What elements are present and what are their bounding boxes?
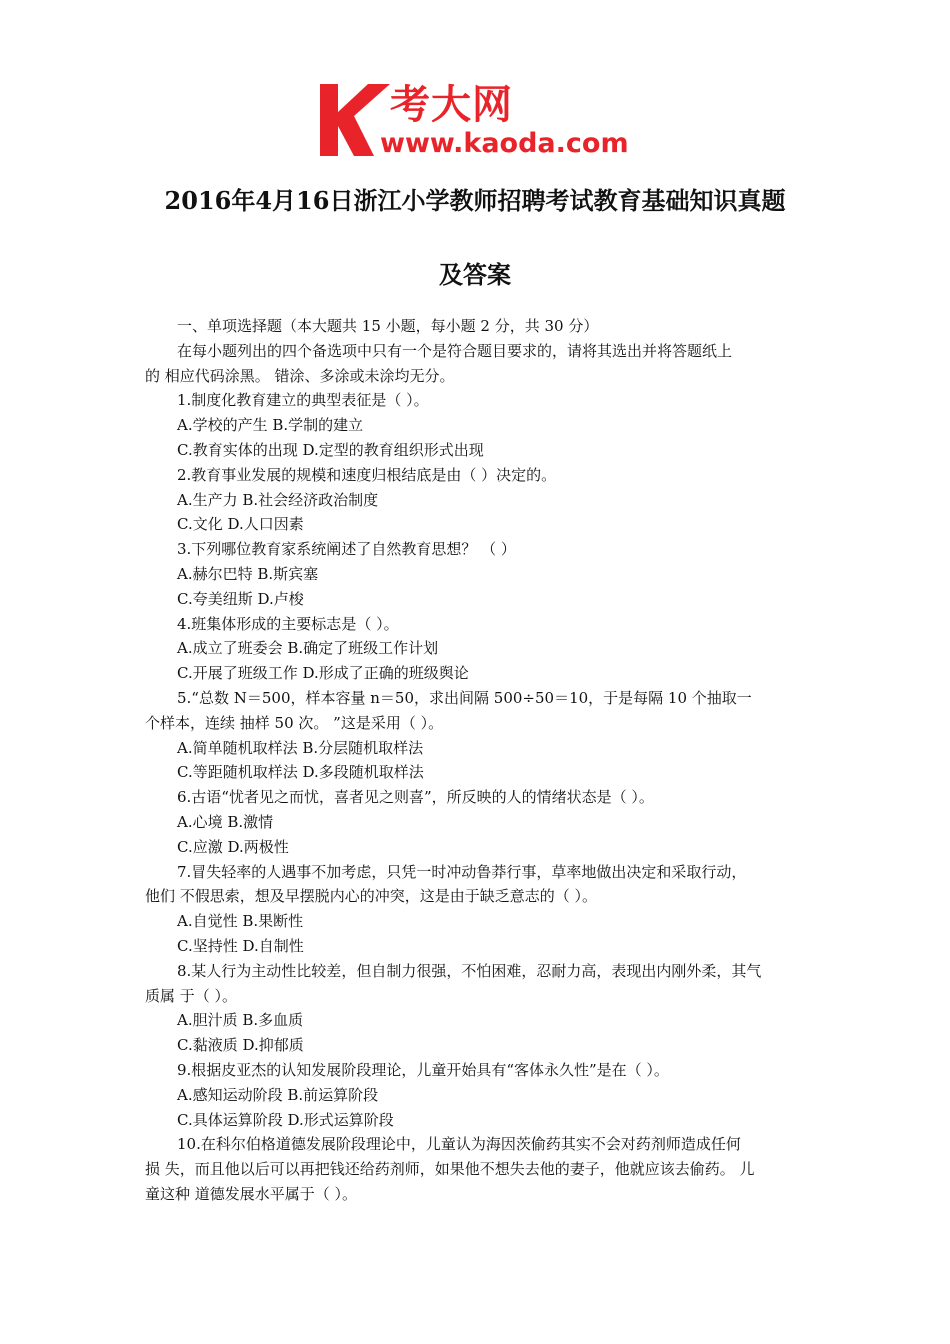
question-text: 童这种 道德发展水平属于（ ）。 — [145, 1184, 358, 1203]
question-text: 3.下列哪位教育家系统阐述了自然教育思想？ （ ） — [177, 540, 516, 559]
kaoda-logo — [318, 82, 638, 162]
option-line: A.生产力 B.社会经济政治制度 — [177, 490, 379, 509]
logo-name: 考大网 — [390, 82, 513, 128]
option-line: A.心境 B.激情 — [177, 812, 274, 831]
option-line: C.黏液质 D.抑郁质 — [177, 1036, 304, 1055]
question-text: 4.班集体形成的主要标志是（ ）。 — [177, 614, 399, 633]
document-title-line2: 及答案 — [439, 260, 511, 289]
logo-url: www.kaoda.com — [380, 128, 629, 159]
option-line: C.教育实体的出现 D.定型的教育组织形式出现 — [177, 440, 484, 459]
option-line: A.胆汁质 B.多血质 — [177, 1011, 304, 1030]
question-text: 质属 于（ ）。 — [145, 986, 238, 1005]
option-line: C.坚持性 D.自制性 — [177, 936, 304, 955]
option-line: A.赫尔巴特 B.斯宾塞 — [177, 564, 319, 583]
question-text: 他们 不假思索，想及早摆脱内心的冲突，这是由于缺乏意志的（ ）。 — [145, 887, 598, 906]
option-line: C.应激 D.两极性 — [177, 837, 289, 856]
option-line: A.简单随机取样法 B.分层随机取样法 — [177, 738, 424, 757]
question-text: 5.“总数 N＝500，样本容量 n＝50，求出间隔 500÷50＝10，于是每隔 10 个抽取一 — [177, 688, 752, 707]
option-line: A.学校的产生 B.学制的建立 — [177, 416, 364, 435]
question-text: 2.教育事业发展的规模和速度归根结底是由（ ）决定的。 — [177, 465, 557, 484]
document-title-line1: 2016年4月16日浙江小学教师招聘考试教育基础知识真题 — [164, 186, 786, 215]
option-line: A.自觉性 B.果断性 — [177, 912, 304, 931]
option-line: C.等距随机取样法 D.多段随机取样法 — [177, 763, 424, 782]
instruction-line: 在每小题列出的四个备选项中只有一个是符合题目要求的，请将其选出并将答题纸上 — [177, 341, 733, 360]
question-text: 7.冒失轻率的人遇事不加考虑，只凭一时冲动鲁莽行事，草率地做出决定和采取行动， — [177, 862, 747, 881]
option-line: C.开展了班级工作 D.形成了正确的班级舆论 — [177, 664, 469, 683]
option-line: C.具体运算阶段 D.形式运算阶段 — [177, 1110, 394, 1129]
question-text: 8.某人行为主动性比较差，但自制力很强，不怕困难，忍耐力高，表现出内刚外柔，其气 — [177, 961, 762, 980]
question-text: 6.古语“忧者见之而忧，喜者见之则喜”，所反映的人的情绪状态是（ ）。 — [177, 788, 654, 807]
option-line: C.文化 D.人口因素 — [177, 515, 304, 534]
question-text: 9.根据皮亚杰的认知发展阶段理论，儿童开始具有“客体永久性”是在（ ）。 — [177, 1060, 669, 1079]
instruction-line: 的 相应代码涂黑。 错涂、多涂或未涂均无分。 — [145, 366, 455, 385]
option-line: A.成立了班委会 B.确定了班级工作计划 — [177, 639, 439, 658]
option-line: C.夸美纽斯 D.卢梭 — [177, 589, 304, 608]
question-text: 10.在科尔伯格道德发展阶段理论中，儿童认为海因茨偷药其实不会对药剂师造成任何 — [177, 1135, 741, 1154]
question-text: 1.制度化教育建立的典型表征是（ ）。 — [177, 391, 429, 410]
option-line: A.感知运动阶段 B.前运算阶段 — [177, 1085, 379, 1104]
section-heading: 一、单项选择题（本大题共 15 小题，每小题 2 分，共 30 分） — [177, 317, 599, 335]
document-body — [145, 314, 810, 1207]
question-text: 损 失，而且他以后可以再把钱还给药剂师，如果他不想失去他的妻子，他就应该去偷药。 儿 — [145, 1160, 755, 1179]
question-text: 个样本，连续 抽样 50 次。 ”这是采用（ ）。 — [145, 713, 444, 732]
